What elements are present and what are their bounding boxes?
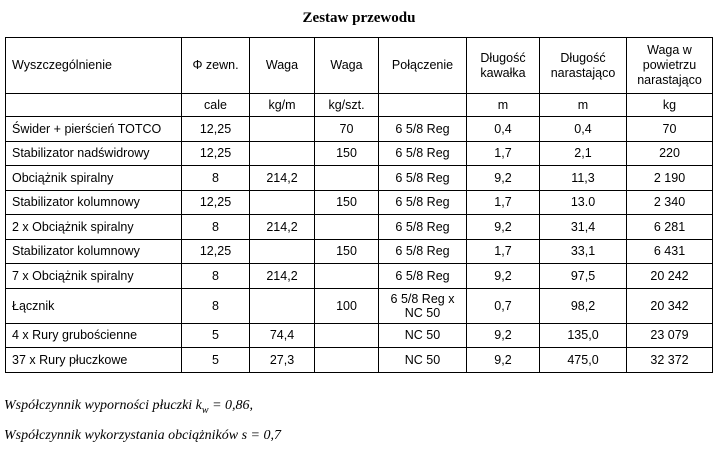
unit-weight-per-m: kg/m (250, 94, 315, 117)
cell-length: 1,7 (467, 190, 540, 215)
cell-weight-per-m (250, 117, 315, 142)
cell-name: 37 x Rury płuczkowe (6, 348, 182, 373)
cell-name: Łącznik (6, 288, 182, 323)
cell-diameter: 8 (182, 166, 250, 191)
table-row (6, 348, 713, 373)
buoyancy-subscript: w (201, 404, 209, 416)
header-name: Wyszczególnienie (6, 38, 182, 94)
cell-name: Świder + pierścień TOTCO (6, 117, 182, 142)
unit-connection (379, 94, 467, 117)
cell-length: 1,7 (467, 141, 540, 166)
cell-cumulative-length: 135,0 (540, 323, 627, 348)
unit-weight-per-piece: kg/szt. (315, 94, 379, 117)
cell-weight-per-m (250, 288, 315, 323)
cell-cumulative-weight: 2 340 (627, 190, 713, 215)
table-row (6, 117, 713, 142)
table-row (6, 215, 713, 240)
table-title: Zestaw przewodu (302, 10, 416, 26)
table-row (6, 288, 713, 323)
table-row (6, 264, 713, 289)
cell-weight-per-piece (315, 166, 379, 191)
header-weight-per-piece: Waga (315, 38, 379, 94)
cell-cumulative-weight: 6 281 (627, 215, 713, 240)
cell-weight-per-m (250, 239, 315, 264)
cell-name: Stabilizator nadświdrowy (6, 141, 182, 166)
cell-length: 9,2 (467, 264, 540, 289)
cell-cumulative-weight: 20 342 (627, 288, 713, 323)
cell-cumulative-length: 11,3 (540, 166, 627, 191)
cell-connection: 6 5/8 Reg (379, 166, 467, 191)
cell-length: 0,4 (467, 117, 540, 142)
cell-weight-per-piece (315, 264, 379, 289)
cell-name: Stabilizator kolumnowy (6, 239, 182, 264)
header-diameter: Φ zewn. (182, 38, 250, 94)
drill-string-table (5, 37, 713, 373)
cell-cumulative-weight: 23 079 (627, 323, 713, 348)
cell-name: 4 x Rury grubościenne (6, 323, 182, 348)
cell-weight-per-m: 214,2 (250, 264, 315, 289)
cell-diameter: 5 (182, 323, 250, 348)
cell-diameter: 8 (182, 264, 250, 289)
cell-diameter: 8 (182, 288, 250, 323)
cell-weight-per-piece: 100 (315, 288, 379, 323)
cell-weight-per-m: 214,2 (250, 215, 315, 240)
utilization-note: Współczynnik wykorzystania obciążników s = 0,7 (4, 428, 281, 443)
cell-name: Obciążnik spiralny (6, 166, 182, 191)
cell-weight-per-m: 27,3 (250, 348, 315, 373)
cell-connection: 6 5/8 Reg (379, 215, 467, 240)
cell-cumulative-length: 2,1 (540, 141, 627, 166)
cell-weight-per-piece: 70 (315, 117, 379, 142)
cell-weight-per-piece (315, 323, 379, 348)
unit-length: m (467, 94, 540, 117)
cell-connection: NC 50 (379, 348, 467, 373)
unit-diameter: cale (182, 94, 250, 117)
cell-diameter: 5 (182, 348, 250, 373)
cell-length: 0,7 (467, 288, 540, 323)
cell-cumulative-length: 475,0 (540, 348, 627, 373)
cell-cumulative-length: 98,2 (540, 288, 627, 323)
cell-cumulative-weight: 220 (627, 141, 713, 166)
cell-weight-per-m: 214,2 (250, 166, 315, 191)
buoyancy-value: = 0,86, (208, 398, 254, 413)
cell-length: 9,2 (467, 323, 540, 348)
buoyancy-note (4, 398, 253, 416)
cell-diameter: 12,25 (182, 141, 250, 166)
cell-weight-per-m (250, 141, 315, 166)
table-row (6, 190, 713, 215)
cell-connection: NC 50 (379, 323, 467, 348)
unit-cumulative-length: m (540, 94, 627, 117)
cell-cumulative-length: 13.0 (540, 190, 627, 215)
cell-connection: 6 5/8 Reg (379, 141, 467, 166)
cell-cumulative-weight: 2 190 (627, 166, 713, 191)
cell-name: 2 x Obciążnik spiralny (6, 215, 182, 240)
cell-connection: 6 5/8 Reg (379, 190, 467, 215)
header-cumulative-length: Długość narastająco (540, 38, 627, 94)
header-cumulative-weight: Waga w powietrzu narastająco (627, 38, 713, 94)
cell-length: 9,2 (467, 215, 540, 240)
header-length: Długość kawałka (467, 38, 540, 94)
units-row (6, 94, 713, 117)
cell-weight-per-m (250, 190, 315, 215)
cell-weight-per-piece: 150 (315, 141, 379, 166)
cell-weight-per-m: 74,4 (250, 323, 315, 348)
table-row (6, 166, 713, 191)
unit-name (6, 94, 182, 117)
cell-weight-per-piece (315, 215, 379, 240)
table-row (6, 239, 713, 264)
cell-connection: 6 5/8 Reg (379, 264, 467, 289)
buoyancy-text: Współczynnik wyporności płuczki k (4, 398, 202, 413)
header-connection: Połączenie (379, 38, 467, 94)
cell-cumulative-weight: 6 431 (627, 239, 713, 264)
cell-connection: 6 5/8 Reg (379, 239, 467, 264)
table-row (6, 141, 713, 166)
cell-diameter: 12,25 (182, 239, 250, 264)
cell-length: 1,7 (467, 239, 540, 264)
cell-cumulative-length: 0,4 (540, 117, 627, 142)
cell-connection: 6 5/8 Reg x NC 50 (379, 288, 467, 323)
cell-diameter: 8 (182, 215, 250, 240)
cell-cumulative-weight: 20 242 (627, 264, 713, 289)
cell-weight-per-piece (315, 348, 379, 373)
cell-weight-per-piece: 150 (315, 190, 379, 215)
header-weight-per-m: Waga (250, 38, 315, 94)
cell-cumulative-length: 33,1 (540, 239, 627, 264)
cell-length: 9,2 (467, 348, 540, 373)
cell-diameter: 12,25 (182, 117, 250, 142)
cell-cumulative-weight: 32 372 (627, 348, 713, 373)
cell-cumulative-length: 31,4 (540, 215, 627, 240)
header-row (6, 38, 713, 94)
cell-length: 9,2 (467, 166, 540, 191)
cell-cumulative-length: 97,5 (540, 264, 627, 289)
cell-name: Stabilizator kolumnowy (6, 190, 182, 215)
unit-cumulative-weight: kg (627, 94, 713, 117)
cell-diameter: 12,25 (182, 190, 250, 215)
cell-cumulative-weight: 70 (627, 117, 713, 142)
cell-connection: 6 5/8 Reg (379, 117, 467, 142)
cell-name: 7 x Obciążnik spiralny (6, 264, 182, 289)
table-row (6, 323, 713, 348)
cell-weight-per-piece: 150 (315, 239, 379, 264)
